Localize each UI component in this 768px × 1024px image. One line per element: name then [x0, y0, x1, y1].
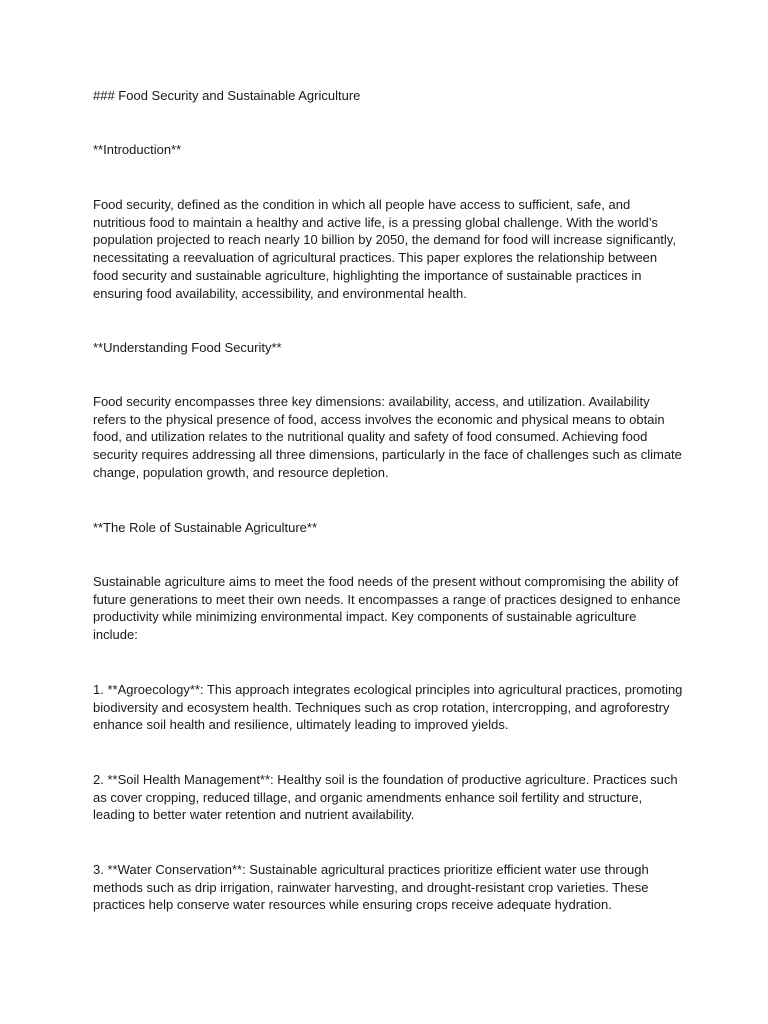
section-heading-role-of-sustainable-agriculture: **The Role of Sustainable Agriculture** [93, 520, 318, 535]
section-heading-introduction: **Introduction** [93, 142, 182, 157]
section-heading-understanding-food-security: **Understanding Food Security** [93, 340, 282, 355]
document-title: ### Food Security and Sustainable Agriculture [93, 88, 361, 103]
list-item-soil-health-management: 2. **Soil Health Management**: Healthy soil is the foundation of productive agriculture. Practices such as cover cropping, reduced tillage, and organic amendments enhance soil fertility and structure, leading to better water retention and nutrient availability. [93, 772, 678, 823]
paragraph-introduction: Food security, defined as the condition in which all people have access to sufficient, safe, and nutritious food to maintain a healthy and active life, is a pressing global challenge. With the world’s population projected to reach nearly 10 billion by 2050, the demand for food will increase significantly, necessitating a reevaluation of agricultural practices. This paper explores the relationship between food security and sustainable agriculture, highlighting the importance of sustainable practices in ensuring food availability, accessibility, and environmental health. [93, 197, 676, 301]
list-item-water-conservation: 3. **Water Conservation**: Sustainable agricultural practices prioritize efficient water use through methods such as drip irrigation, rainwater harvesting, and drought-resistant crop varieties. These practices help conserve water resources while ensuring crops receive adequate hydration. [93, 862, 649, 913]
paragraph-sustainable-agriculture-intro: Sustainable agriculture aims to meet the food needs of the present without compromising the ability of future generations to meet their own needs. It encompasses a range of practices designed to enhance productivity while minimizing environmental impact. Key components of sustainable agriculture include: [93, 574, 681, 643]
paragraph-food-security-dimensions: Food security encompasses three key dimensions: availability, access, and utilization. Availability refers to the physical presence of food, access involves the economic and physical means to obtain food, and utilization relates to the nutritional quality and safety of food consumed. Achieving food security requires addressing all three dimensions, particularly in the face of challenges such as climate change, population growth, and resource depletion. [93, 394, 682, 480]
list-item-agroecology: 1. **Agroecology**: This approach integrates ecological principles into agricultural practices, promoting biodiversity and ecosystem health. Techniques such as crop rotation, intercropping, and agroforestry enhance soil health and resilience, ultimately leading to improved yields. [93, 682, 683, 733]
